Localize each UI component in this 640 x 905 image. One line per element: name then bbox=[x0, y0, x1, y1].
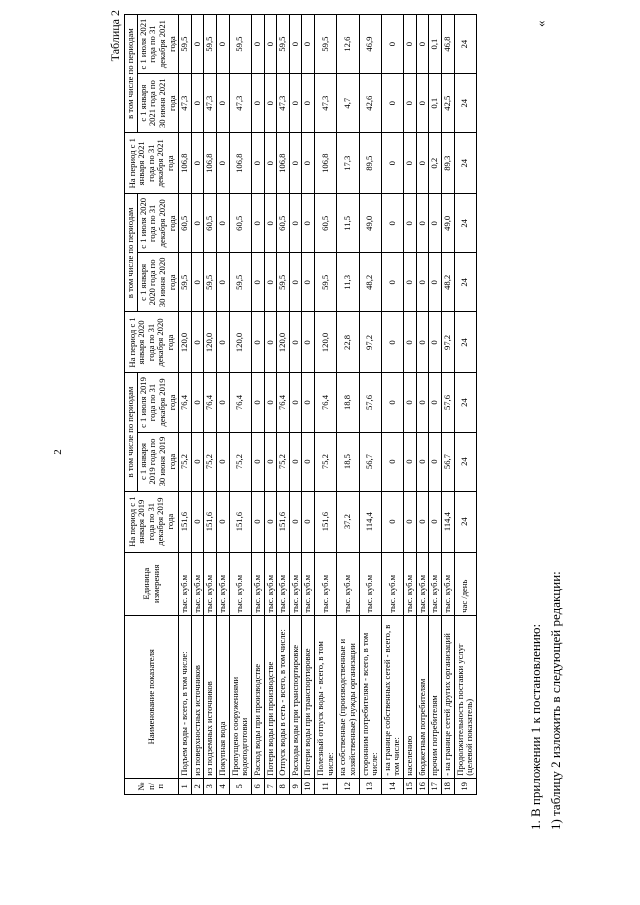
value-cell: 48,2 bbox=[441, 253, 454, 312]
value-cell: 0 bbox=[264, 194, 277, 253]
value-cell: 0 bbox=[191, 432, 204, 491]
value-cell: 106,8 bbox=[277, 133, 290, 194]
value-cell: 42,5 bbox=[441, 74, 454, 133]
table-row bbox=[429, 15, 442, 795]
value-cell: 0 bbox=[289, 491, 302, 552]
value-cell: 0 bbox=[251, 432, 264, 491]
value-cell: 0 bbox=[289, 194, 302, 253]
value-cell: 0 bbox=[251, 312, 264, 373]
row-number: 7 bbox=[264, 778, 277, 794]
value-cell: 0 bbox=[251, 373, 264, 432]
value-cell: 0 bbox=[416, 432, 429, 491]
table-header bbox=[125, 15, 179, 795]
value-cell: 0 bbox=[289, 373, 302, 432]
value-cell: 0 bbox=[217, 15, 230, 74]
value-cell: 0 bbox=[381, 491, 403, 552]
value-cell: 59,5 bbox=[204, 15, 217, 74]
indicator-name: Потери воды при транспортировке bbox=[302, 615, 315, 778]
value-cell: 0 bbox=[251, 194, 264, 253]
indicator-name: Потери воды при производстве bbox=[264, 615, 277, 778]
value-cell: 0 bbox=[217, 312, 230, 373]
value-cell: 0 bbox=[217, 253, 230, 312]
indicator-table bbox=[124, 14, 477, 795]
unit-of-measure: тыс. куб.м bbox=[337, 552, 359, 615]
heading-line-2: 1) таблицу 2 изложить в следующей редакции: bbox=[548, 571, 563, 830]
value-cell: 0 bbox=[404, 491, 417, 552]
unit-of-measure: тыс. куб.м bbox=[264, 552, 277, 615]
indicator-name: из подземных источников bbox=[204, 615, 217, 778]
value-cell: 0 bbox=[416, 491, 429, 552]
header-name: Наименование показателя bbox=[125, 615, 179, 778]
value-cell: 48,2 bbox=[359, 253, 381, 312]
header-2021-split: в том числе по периодам bbox=[125, 15, 138, 133]
value-cell: 0 bbox=[416, 312, 429, 373]
value-cell: 0 bbox=[381, 253, 403, 312]
value-cell: 0 bbox=[302, 74, 315, 133]
value-cell: 0 bbox=[416, 253, 429, 312]
value-cell: 59,5 bbox=[179, 15, 192, 74]
value-cell: 0 bbox=[416, 373, 429, 432]
value-cell: 120,0 bbox=[179, 312, 192, 373]
value-cell: 75,2 bbox=[229, 432, 251, 491]
table-row bbox=[441, 15, 454, 795]
value-cell: 47,3 bbox=[315, 74, 337, 133]
value-cell: 0,1 bbox=[429, 74, 442, 133]
value-cell: 60,5 bbox=[204, 194, 217, 253]
row-number: 13 bbox=[359, 778, 381, 794]
value-cell: 151,6 bbox=[179, 491, 192, 552]
value-cell: 0 bbox=[251, 253, 264, 312]
value-cell: 0 bbox=[429, 253, 442, 312]
unit-of-measure: тыс. куб.м bbox=[289, 552, 302, 615]
value-cell: 24 bbox=[454, 74, 476, 133]
table-row bbox=[454, 15, 476, 795]
value-cell: 0 bbox=[302, 491, 315, 552]
value-cell: 0 bbox=[217, 491, 230, 552]
value-cell: 24 bbox=[454, 491, 476, 552]
value-cell: 0 bbox=[302, 373, 315, 432]
value-cell: 46,8 bbox=[441, 15, 454, 74]
value-cell: 49,0 bbox=[359, 194, 381, 253]
value-cell: 18,5 bbox=[337, 432, 359, 491]
value-cell: 22,8 bbox=[337, 312, 359, 373]
unit-of-measure: тыс. куб.м bbox=[191, 552, 204, 615]
value-cell: 76,4 bbox=[277, 373, 290, 432]
table-row bbox=[191, 15, 204, 795]
header-unit: Единица измерения bbox=[125, 552, 179, 615]
table-row bbox=[381, 15, 403, 795]
table-row bbox=[302, 15, 315, 795]
value-cell: 57,6 bbox=[441, 373, 454, 432]
value-cell: 106,8 bbox=[229, 133, 251, 194]
header-2019-h2: с 1 июля 2019 года по 31 декабря 2019 года bbox=[137, 373, 179, 432]
value-cell: 0 bbox=[302, 312, 315, 373]
table-row bbox=[217, 15, 230, 795]
value-cell: 75,2 bbox=[277, 432, 290, 491]
value-cell: 0 bbox=[416, 15, 429, 74]
value-cell: 59,5 bbox=[277, 15, 290, 74]
value-cell: 0 bbox=[217, 74, 230, 133]
value-cell: 60,5 bbox=[179, 194, 192, 253]
value-cell: 24 bbox=[454, 15, 476, 74]
value-cell: 47,3 bbox=[179, 74, 192, 133]
unit-of-measure: тыс. куб.м bbox=[416, 552, 429, 615]
value-cell: 17,3 bbox=[337, 133, 359, 194]
indicator-name: - на границе сетей других организаций bbox=[441, 615, 454, 778]
value-cell: 0 bbox=[191, 74, 204, 133]
value-cell: 0 bbox=[429, 491, 442, 552]
value-cell: 0 bbox=[404, 253, 417, 312]
value-cell: 47,3 bbox=[277, 74, 290, 133]
value-cell: 0 bbox=[251, 491, 264, 552]
table-row bbox=[416, 15, 429, 795]
indicator-name: Покупная вода bbox=[217, 615, 230, 778]
heading-line-1: 1. В приложении 1 к постановлению: bbox=[528, 623, 543, 830]
row-number: 8 bbox=[277, 778, 290, 794]
indicator-name: Подъем воды - всего, в том числе: bbox=[179, 615, 192, 778]
unit-of-measure: тыс. куб.м bbox=[302, 552, 315, 615]
value-cell: 0 bbox=[416, 74, 429, 133]
unit-of-measure: тыс. куб.м bbox=[204, 552, 217, 615]
value-cell: 57,6 bbox=[359, 373, 381, 432]
value-cell: 0 bbox=[381, 373, 403, 432]
value-cell: 0 bbox=[381, 15, 403, 74]
indicator-name: Расходы воды при транспортировке bbox=[289, 615, 302, 778]
value-cell: 37,2 bbox=[337, 491, 359, 552]
header-2021-h2: с 1 июля 2021 года по 31 декабря 2021 года bbox=[137, 15, 179, 74]
value-cell: 120,0 bbox=[229, 312, 251, 373]
unit-of-measure: тыс. куб.м bbox=[359, 552, 381, 615]
indicator-name: из поверхностных источников bbox=[191, 615, 204, 778]
value-cell: 0 bbox=[381, 312, 403, 373]
value-cell: 0 bbox=[191, 253, 204, 312]
value-cell: 59,5 bbox=[204, 253, 217, 312]
value-cell: 106,8 bbox=[204, 133, 217, 194]
value-cell: 0 bbox=[264, 253, 277, 312]
value-cell: 75,2 bbox=[315, 432, 337, 491]
value-cell: 0 bbox=[191, 491, 204, 552]
row-number: 11 bbox=[315, 778, 337, 794]
value-cell: 0 bbox=[264, 491, 277, 552]
value-cell: 114,4 bbox=[441, 491, 454, 552]
value-cell: 97,2 bbox=[359, 312, 381, 373]
value-cell: 24 bbox=[454, 432, 476, 491]
header-2021-h1: с 1 января 2021 года по 30 июня 2021 года bbox=[137, 74, 179, 133]
value-cell: 75,2 bbox=[179, 432, 192, 491]
value-cell: 0 bbox=[302, 194, 315, 253]
table-row bbox=[404, 15, 417, 795]
row-number: 10 bbox=[302, 778, 315, 794]
value-cell: 0 bbox=[251, 74, 264, 133]
indicator-name: бюджетным потребителям bbox=[416, 615, 429, 778]
value-cell: 0 bbox=[416, 133, 429, 194]
value-cell: 0 bbox=[217, 133, 230, 194]
value-cell: 59,5 bbox=[179, 253, 192, 312]
value-cell: 0,2 bbox=[429, 133, 442, 194]
header-2019-split: в том числе по периодам bbox=[125, 373, 138, 491]
value-cell: 12,6 bbox=[337, 15, 359, 74]
unit-of-measure: тыс. куб.м bbox=[315, 552, 337, 615]
value-cell: 120,0 bbox=[315, 312, 337, 373]
value-cell: 0 bbox=[381, 432, 403, 491]
header-2021-total: На период с 1 января 2021 года по 31 декабря 2021 года bbox=[125, 133, 179, 194]
value-cell: 0 bbox=[264, 312, 277, 373]
row-number: 18 bbox=[441, 778, 454, 794]
value-cell: 0 bbox=[429, 373, 442, 432]
value-cell: 0 bbox=[404, 74, 417, 133]
value-cell: 47,3 bbox=[204, 74, 217, 133]
value-cell: 0,1 bbox=[429, 15, 442, 74]
value-cell: 0 bbox=[264, 373, 277, 432]
unit-of-measure: тыс. куб.м bbox=[441, 552, 454, 615]
unit-of-measure: тыс. куб.м bbox=[229, 552, 251, 615]
value-cell: 0 bbox=[404, 432, 417, 491]
table-row bbox=[277, 15, 290, 795]
value-cell: 0 bbox=[191, 133, 204, 194]
value-cell: 0 bbox=[191, 15, 204, 74]
value-cell: 0 bbox=[381, 74, 403, 133]
value-cell: 60,5 bbox=[277, 194, 290, 253]
value-cell: 89,5 bbox=[359, 133, 381, 194]
unit-of-measure: тыс. куб.м bbox=[404, 552, 417, 615]
value-cell: 0 bbox=[289, 133, 302, 194]
row-number: 5 bbox=[229, 778, 251, 794]
value-cell: 0 bbox=[289, 15, 302, 74]
table-row bbox=[229, 15, 251, 795]
value-cell: 75,2 bbox=[204, 432, 217, 491]
table-row bbox=[251, 15, 264, 795]
value-cell: 0 bbox=[289, 312, 302, 373]
value-cell: 0 bbox=[429, 432, 442, 491]
value-cell: 0 bbox=[381, 133, 403, 194]
value-cell: 0 bbox=[429, 312, 442, 373]
indicator-name: Продолжительность поставки услуг (целевой показатель) bbox=[454, 615, 476, 778]
indicator-name: - на границе собственных сетей - всего, в том числе: bbox=[381, 615, 403, 778]
value-cell: 151,6 bbox=[277, 491, 290, 552]
value-cell: 59,5 bbox=[229, 253, 251, 312]
value-cell: 120,0 bbox=[204, 312, 217, 373]
value-cell: 0 bbox=[191, 194, 204, 253]
value-cell: 46,9 bbox=[359, 15, 381, 74]
header-2020-total: На период с 1 января 2020 года по 31 декабря 2020 года bbox=[125, 312, 179, 373]
value-cell: 0 bbox=[289, 74, 302, 133]
table-row bbox=[204, 15, 217, 795]
row-number: 9 bbox=[289, 778, 302, 794]
row-number: 6 bbox=[251, 778, 264, 794]
table-row bbox=[337, 15, 359, 795]
value-cell: 0 bbox=[404, 194, 417, 253]
value-cell: 56,7 bbox=[441, 432, 454, 491]
row-number: 19 bbox=[454, 778, 476, 794]
value-cell: 106,8 bbox=[179, 133, 192, 194]
value-cell: 59,5 bbox=[315, 15, 337, 74]
value-cell: 0 bbox=[416, 194, 429, 253]
value-cell: 151,6 bbox=[315, 491, 337, 552]
value-cell: 120,0 bbox=[277, 312, 290, 373]
unit-of-measure: тыс. куб.м bbox=[429, 552, 442, 615]
table-row bbox=[179, 15, 192, 795]
value-cell: 0 bbox=[251, 133, 264, 194]
value-cell: 151,6 bbox=[204, 491, 217, 552]
value-cell: 24 bbox=[454, 312, 476, 373]
row-number: 3 bbox=[204, 778, 217, 794]
row-number: 16 bbox=[416, 778, 429, 794]
table-body bbox=[179, 15, 477, 795]
value-cell: 0 bbox=[429, 194, 442, 253]
table-row bbox=[264, 15, 277, 795]
value-cell: 24 bbox=[454, 253, 476, 312]
value-cell: 0 bbox=[251, 15, 264, 74]
table-row bbox=[359, 15, 381, 795]
value-cell: 0 bbox=[264, 133, 277, 194]
value-cell: 0 bbox=[381, 194, 403, 253]
value-cell: 49,0 bbox=[441, 194, 454, 253]
value-cell: 76,4 bbox=[204, 373, 217, 432]
header-num: № п/п bbox=[125, 778, 179, 794]
value-cell: 24 bbox=[454, 133, 476, 194]
value-cell: 0 bbox=[302, 15, 315, 74]
value-cell: 60,5 bbox=[229, 194, 251, 253]
value-cell: 60,5 bbox=[315, 194, 337, 253]
value-cell: 0 bbox=[217, 432, 230, 491]
value-cell: 4,7 bbox=[337, 74, 359, 133]
table-row bbox=[315, 15, 337, 795]
row-number: 1 bbox=[179, 778, 192, 794]
indicator-name: Полезный отпуск воды - всего, в том числе: bbox=[315, 615, 337, 778]
value-cell: 0 bbox=[264, 74, 277, 133]
row-number: 14 bbox=[381, 778, 403, 794]
value-cell: 0 bbox=[404, 133, 417, 194]
value-cell: 24 bbox=[454, 373, 476, 432]
value-cell: 89,3 bbox=[441, 133, 454, 194]
table-title: Таблица 2 bbox=[108, 10, 122, 62]
value-cell: 47,3 bbox=[229, 74, 251, 133]
value-cell: 76,4 bbox=[315, 373, 337, 432]
value-cell: 0 bbox=[191, 373, 204, 432]
value-cell: 0 bbox=[302, 432, 315, 491]
indicator-name: Пропущено сооружениями водоподготовки bbox=[229, 615, 251, 778]
header-2020-h1: с 1 января 2020 года по 30 июня 2020 года bbox=[137, 253, 179, 312]
value-cell: 0 bbox=[217, 194, 230, 253]
indicator-name: прочим потребителям bbox=[429, 615, 442, 778]
value-cell: 42,6 bbox=[359, 74, 381, 133]
value-cell: 97,2 bbox=[441, 312, 454, 373]
value-cell: 59,5 bbox=[229, 15, 251, 74]
row-number: 4 bbox=[217, 778, 230, 794]
header-2019-h1: с 1 января 2019 года по 30 июня 2019 года bbox=[137, 432, 179, 491]
table-row bbox=[289, 15, 302, 795]
unit-of-measure: тыс. куб.м bbox=[277, 552, 290, 615]
unit-of-measure: час /день bbox=[454, 552, 476, 615]
unit-of-measure: тыс. куб.м bbox=[251, 552, 264, 615]
value-cell: 114,4 bbox=[359, 491, 381, 552]
value-cell: 0 bbox=[217, 373, 230, 432]
value-cell: 151,6 bbox=[229, 491, 251, 552]
value-cell: 18,8 bbox=[337, 373, 359, 432]
value-cell: 106,8 bbox=[315, 133, 337, 194]
value-cell: 0 bbox=[404, 15, 417, 74]
row-number: 17 bbox=[429, 778, 442, 794]
indicator-name: Отпуск воды в сеть - всего, в том числе: bbox=[277, 615, 290, 778]
unit-of-measure: тыс. куб.м bbox=[381, 552, 403, 615]
value-cell: 0 bbox=[191, 312, 204, 373]
value-cell: 0 bbox=[289, 253, 302, 312]
value-cell: 0 bbox=[264, 15, 277, 74]
value-cell: 0 bbox=[302, 133, 315, 194]
value-cell: 59,5 bbox=[315, 253, 337, 312]
quote-mark: « bbox=[533, 20, 548, 27]
indicator-name: населению bbox=[404, 615, 417, 778]
value-cell: 24 bbox=[454, 194, 476, 253]
value-cell: 0 bbox=[289, 432, 302, 491]
unit-of-measure: тыс. куб.м bbox=[217, 552, 230, 615]
value-cell: 56,7 bbox=[359, 432, 381, 491]
value-cell: 11,5 bbox=[337, 194, 359, 253]
row-number: 2 bbox=[191, 778, 204, 794]
value-cell: 76,4 bbox=[179, 373, 192, 432]
value-cell: 59,5 bbox=[277, 253, 290, 312]
header-2019-total: На период с 1 января 2019 года по 31 декабря 2019 года bbox=[125, 491, 179, 552]
value-cell: 0 bbox=[404, 312, 417, 373]
unit-of-measure: тыс. куб.м bbox=[179, 552, 192, 615]
header-2020-split: в том числе по периодам bbox=[125, 194, 138, 312]
indicator-name: на собственные (производственные и хозяйственные) нужды организации bbox=[337, 615, 359, 778]
value-cell: 0 bbox=[302, 253, 315, 312]
value-cell: 0 bbox=[404, 373, 417, 432]
header-2020-h2: с 1 июля 2020 года по 31 декабря 2020 года bbox=[137, 194, 179, 253]
value-cell: 76,4 bbox=[229, 373, 251, 432]
indicator-name: сторонним потребителям - всего, в том числе: bbox=[359, 615, 381, 778]
row-number: 12 bbox=[337, 778, 359, 794]
value-cell: 0 bbox=[264, 432, 277, 491]
value-cell: 11,3 bbox=[337, 253, 359, 312]
indicator-name: Расход воды при производстве bbox=[251, 615, 264, 778]
row-number: 15 bbox=[404, 778, 417, 794]
